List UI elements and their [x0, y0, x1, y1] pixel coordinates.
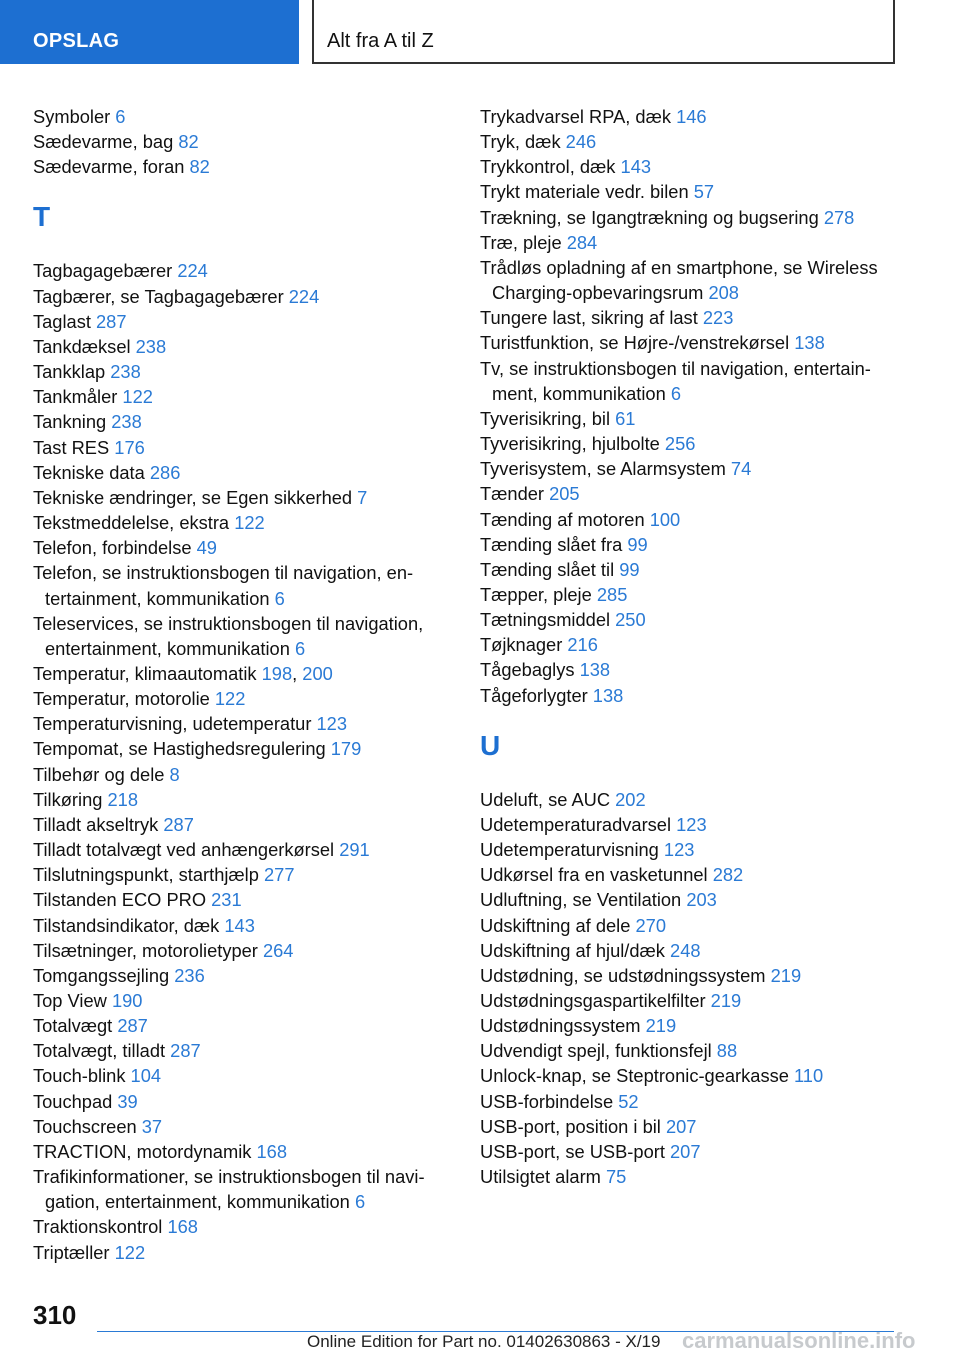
index-column-left	[33, 104, 473, 1265]
index-term: Temperatur, klimaautomatik	[33, 662, 262, 684]
index-entry	[480, 205, 910, 230]
page-link[interactable]: 6	[294, 637, 306, 659]
index-term: Touchscreen	[33, 1115, 142, 1137]
index-entry	[33, 1214, 473, 1239]
page-link[interactable]: 246	[565, 131, 597, 153]
index-term: Tyverisikring, bil	[480, 407, 616, 429]
page-link[interactable]: 256	[664, 433, 696, 455]
page-link[interactable]: 238	[135, 335, 167, 357]
index-term: Udstødningssystem	[480, 1015, 646, 1037]
index-term: Tilstanden ECO PRO	[33, 889, 212, 911]
page-link[interactable]: 99	[627, 533, 648, 555]
index-entry	[480, 787, 910, 812]
edition-text: Online Edition for Part no. 01402630863 - X/19	[307, 1332, 661, 1351]
page-link[interactable]: 216	[567, 634, 598, 656]
index-term: Udvendigt spejl, funktionsfejl	[480, 1040, 717, 1062]
index-term: Tankklap	[33, 361, 111, 383]
page-link[interactable]: 122	[234, 512, 265, 534]
page-link[interactable]: 138	[592, 684, 624, 706]
page-link[interactable]: 123	[676, 813, 707, 835]
index-term: Tungere last, sikring af last	[480, 307, 703, 329]
index-entry	[480, 913, 910, 938]
page-link[interactable]: 168	[167, 1216, 198, 1238]
index-term: Tankmåler	[33, 386, 123, 408]
index-term: Tomgangssejling	[33, 964, 175, 986]
chapter-title: Alt fra A til Z	[312, 0, 895, 64]
page-link[interactable]: 282	[712, 864, 744, 886]
index-term: Trykkontrol, dæk	[480, 156, 621, 178]
page-link[interactable]: 122	[214, 688, 246, 710]
index-entry	[33, 284, 473, 309]
index-term: Tæpper, pleje	[480, 583, 597, 605]
index-term: Totalvægt, tilladt	[33, 1040, 171, 1062]
index-entry	[480, 557, 910, 582]
index-entry	[480, 988, 910, 1013]
index-term: Udeluft, se AUC	[480, 788, 616, 810]
index-entry	[480, 305, 910, 330]
index-term: Tryk, dæk	[480, 131, 566, 153]
page-link[interactable]: 8	[169, 763, 180, 785]
index-entry	[33, 258, 473, 283]
page-link[interactable]: 198	[261, 662, 293, 684]
index-entry	[480, 481, 910, 506]
index-entry	[480, 1164, 910, 1189]
index-term: Touch-blink	[33, 1065, 131, 1087]
index-term: USB-port, se USB-port	[480, 1140, 670, 1162]
index-term: Tekniske data	[33, 461, 150, 483]
index-term: Tilladt akseltryk	[33, 813, 164, 835]
index-entry	[480, 1013, 910, 1038]
page-link[interactable]: 286	[149, 461, 181, 483]
index-term: Trykt materiale vedr. bilen	[480, 181, 694, 203]
page-link[interactable]: 202	[615, 788, 646, 810]
index-term: Tekstmeddelelse, ekstra	[33, 512, 235, 534]
page-link[interactable]: 74	[730, 458, 752, 480]
index-entry	[33, 1089, 473, 1114]
index-term: Udkørsel fra en vasketunnel	[480, 864, 713, 886]
index-term: Trådløs opladning af en smartphone, se Wireless Charging-opbevaringsrum	[480, 256, 878, 304]
index-term: Udluftning, se Ventilation	[480, 889, 687, 911]
page-link[interactable]: 208	[708, 282, 739, 304]
index-term: Tøjknager	[480, 634, 568, 656]
index-term: Temperatur, motorolie	[33, 688, 215, 710]
page-link[interactable]: 179	[330, 738, 362, 760]
index-entry	[480, 507, 910, 532]
index-entry	[480, 607, 910, 632]
index-term: Tænder	[480, 483, 550, 505]
page-number: 310	[33, 1300, 77, 1330]
index-entry	[33, 963, 473, 988]
page-link[interactable]: 82	[189, 156, 210, 178]
index-term: Tyverisystem, se Alarmsystem	[480, 458, 731, 480]
index-term: Tyverisikring, hjulbolte	[480, 433, 665, 455]
index-term: Tilkøring	[33, 788, 108, 810]
index-term: Telefon, forbindelse	[33, 537, 197, 559]
index-entry	[33, 1063, 473, 1088]
index-term: Turistfunktion, se Højre-/venstrekørsel	[480, 332, 795, 354]
index-term: Tågeforlygter	[480, 684, 593, 706]
index-term: Udskiftning af dele	[480, 914, 636, 936]
index-entry	[33, 384, 473, 409]
index-entry	[480, 582, 910, 607]
page-link[interactable]: 146	[676, 106, 707, 127]
index-entry	[480, 532, 910, 557]
index-entry	[480, 230, 910, 255]
index-entry	[480, 963, 910, 988]
page-link[interactable]: 6	[354, 1191, 366, 1213]
index-entry	[33, 460, 473, 485]
index-term: Tekniske ændringer, se Egen sikkerhed	[33, 486, 358, 508]
section-tab: OPSLAG	[0, 0, 299, 64]
page-link[interactable]: 75	[605, 1166, 627, 1188]
index-term: Tempomat, se Hastighedsregulering	[33, 738, 331, 760]
index-entry	[33, 1114, 473, 1139]
page-link[interactable]: 285	[596, 583, 628, 605]
index-term: Tågebaglys	[480, 659, 580, 681]
page-link[interactable]: 7	[357, 486, 368, 508]
index-term: Tilladt totalvægt ved anhængerkørsel	[33, 839, 340, 861]
index-entry	[480, 406, 910, 431]
index-entry	[480, 632, 910, 657]
index-term: Tænding af motoren	[480, 508, 650, 530]
page-link[interactable]: 138	[794, 332, 825, 354]
index-entry	[480, 938, 910, 963]
index-term: Touchpad	[33, 1090, 118, 1112]
page-link[interactable]: 49	[196, 537, 217, 559]
page-link[interactable]: 223	[702, 307, 734, 329]
page-link[interactable]: 219	[770, 964, 802, 986]
index-term: Tænding slået til	[480, 558, 620, 580]
index-term: Tilbehør og dele	[33, 763, 170, 785]
index-term: Tast RES	[33, 436, 115, 458]
index-entry	[480, 1114, 910, 1139]
page-link[interactable]: 264	[262, 939, 294, 961]
index-entry	[33, 129, 473, 154]
page-link[interactable]: 61	[615, 407, 636, 429]
page-link[interactable]: 248	[670, 939, 701, 961]
page-link[interactable]: 238	[111, 411, 142, 433]
index-entry	[480, 255, 910, 305]
index-entry	[480, 657, 910, 682]
index-entry	[33, 309, 473, 334]
index-entry	[33, 887, 473, 912]
index-entry	[480, 129, 910, 154]
index-term: Udskiftning af hjul/dæk	[480, 939, 671, 961]
index-term: Totalvægt	[33, 1015, 118, 1037]
page-link[interactable]: 99	[619, 558, 640, 580]
index-entry	[33, 862, 473, 887]
index-term: Sædevarme, foran	[33, 156, 190, 178]
page-link[interactable]: 277	[264, 864, 295, 886]
index-entry	[480, 812, 910, 837]
watermark: carmanualsonline.info	[682, 1328, 916, 1353]
page-link[interactable]: 190	[111, 990, 143, 1011]
index-column-right	[480, 104, 910, 1189]
index-entry	[33, 711, 473, 736]
index-separator: ,	[292, 662, 303, 684]
index-term: Tænding slået fra	[480, 533, 628, 555]
index-entry	[33, 913, 473, 938]
index-entry	[33, 104, 473, 129]
page-link[interactable]: 123	[663, 839, 695, 861]
index-term: Udetemperaturvisning	[480, 839, 664, 861]
page-link[interactable]: 168	[256, 1140, 287, 1162]
index-term: Udstødningsgaspartikelfilter	[480, 990, 711, 1011]
index-term: Udetemperaturadvarsel	[480, 813, 677, 835]
index-term: USB-port, position i bil	[480, 1115, 666, 1137]
page-link[interactable]: 291	[339, 839, 370, 861]
page-link[interactable]: 143	[224, 914, 255, 936]
page-link[interactable]: 236	[174, 964, 205, 986]
page-link[interactable]: 205	[549, 483, 580, 505]
index-entry	[33, 1013, 473, 1038]
page-link[interactable]: 200	[302, 662, 333, 684]
index-entry	[33, 334, 473, 359]
page-link[interactable]: 203	[686, 889, 717, 911]
page-link[interactable]: 219	[645, 1015, 677, 1037]
index-term: Temperaturvisning, udetemperatur	[33, 713, 317, 735]
page-link[interactable]: 6	[274, 587, 285, 609]
index-term: Traktionskontrol	[33, 1216, 168, 1238]
index-term: Tætningsmiddel	[480, 609, 616, 631]
index-entry	[480, 431, 910, 456]
index-term: TRACTION, motordynamik	[33, 1140, 257, 1162]
index-term: Top View	[33, 990, 112, 1011]
index-term: USB-forbindelse	[480, 1090, 619, 1112]
page-link[interactable]: 287	[117, 1015, 148, 1037]
index-term: Trafikinformationer, se instruktionsbogen til navi‐gation, entertainment, kommunikation	[33, 1166, 425, 1213]
index-entry	[33, 485, 473, 510]
index-term: Tankning	[33, 411, 112, 433]
index-entry	[33, 812, 473, 837]
index-term: Taglast	[33, 310, 97, 332]
index-entry	[480, 862, 910, 887]
index-entry	[33, 1038, 473, 1063]
page-link[interactable]: 287	[96, 310, 127, 332]
index-term: Telefon, se instruktionsbogen til navigation, en‐tertainment, kommunikation	[33, 562, 414, 609]
page-link[interactable]: 287	[163, 813, 194, 835]
index-entry	[33, 154, 473, 179]
index-entry	[480, 1089, 910, 1114]
page-link[interactable]: 176	[114, 436, 145, 458]
index-entry	[33, 560, 473, 610]
index-entry	[33, 762, 473, 787]
page-link[interactable]: 123	[316, 713, 348, 735]
page-link[interactable]: 207	[665, 1115, 697, 1137]
index-entry	[480, 887, 910, 912]
page-link[interactable]: 110	[793, 1065, 824, 1087]
index-entry	[33, 409, 473, 434]
index-term: Tilsætninger, motorolietyper	[33, 939, 263, 961]
index-term: Utilsigtet alarm	[480, 1166, 606, 1188]
page-link[interactable]: 238	[110, 361, 141, 383]
index-term: Tagbærer, se Tagbagagebærer	[33, 285, 289, 307]
page-link[interactable]: 6	[115, 106, 126, 127]
page-link[interactable]: 287	[170, 1040, 201, 1062]
index-entry	[480, 104, 910, 129]
index-entry	[33, 837, 473, 862]
index-term: Træ, pleje	[480, 231, 567, 253]
index-term: Udstødning, se udstødningssystem	[480, 964, 771, 986]
page-link[interactable]: 250	[615, 609, 646, 631]
page-link[interactable]: 122	[122, 386, 153, 408]
page-link[interactable]: 104	[130, 1065, 162, 1087]
page-link[interactable]: 88	[716, 1040, 738, 1062]
page-link[interactable]: 138	[579, 659, 611, 681]
page-link[interactable]: 207	[669, 1140, 701, 1162]
page-link[interactable]: 224	[288, 285, 320, 307]
index-term: Trækning, se Igangtrækning og bugsering	[480, 206, 824, 228]
index-entry	[33, 787, 473, 812]
page-link[interactable]: 37	[141, 1115, 163, 1137]
page-link[interactable]: 39	[117, 1090, 138, 1112]
index-term: Unlock-knap, se Steptronic-gearkasse	[480, 1065, 794, 1087]
index-entry	[480, 1038, 910, 1063]
page-link[interactable]: 52	[618, 1090, 639, 1112]
index-entry	[33, 736, 473, 761]
index-term: Tagbagagebærer	[33, 260, 178, 282]
page-link[interactable]: 278	[823, 206, 855, 228]
index-entry	[480, 837, 910, 862]
index-term: Sædevarme, bag	[33, 131, 179, 153]
index-entry	[33, 611, 473, 661]
page-link[interactable]: 122	[114, 1241, 146, 1263]
index-entry	[480, 356, 910, 406]
index-entry	[480, 1063, 910, 1088]
index-term: Teleservices, se instruktionsbogen til navigation, entertainment, kommunikation	[33, 612, 424, 659]
index-entry	[33, 435, 473, 460]
page-link[interactable]: 6	[670, 382, 681, 404]
index-entry	[480, 683, 910, 708]
index-entry	[33, 1240, 473, 1265]
page-link[interactable]: 82	[178, 131, 199, 153]
page-link[interactable]: 270	[635, 914, 666, 936]
index-term: Tv, se instruktionsbogen til navigation, entertain‐ment, kommunikation	[480, 357, 871, 404]
index-entry	[33, 359, 473, 384]
index-entry	[480, 1139, 910, 1164]
index-term: Triptæller	[33, 1241, 115, 1263]
page-link[interactable]: 284	[566, 231, 598, 253]
page-link[interactable]: 100	[649, 508, 681, 530]
page-link[interactable]: 218	[107, 788, 138, 810]
page-link[interactable]: 57	[693, 181, 715, 203]
index-entry	[480, 456, 910, 481]
page-link[interactable]: 143	[620, 156, 652, 178]
index-entry	[480, 330, 910, 355]
index-letter-heading: T	[33, 201, 51, 233]
index-entry	[33, 661, 473, 686]
index-entry	[33, 535, 473, 560]
index-term: Symboler	[33, 106, 116, 127]
index-term: Tilstandsindikator, dæk	[33, 914, 225, 936]
page-link[interactable]: 224	[177, 260, 208, 282]
index-term: Trykadvarsel RPA, dæk	[480, 106, 677, 127]
page-link[interactable]: 219	[710, 990, 742, 1011]
index-entry	[33, 1164, 473, 1214]
index-letter-heading: U	[480, 729, 501, 761]
index-term: Tankdæksel	[33, 335, 136, 357]
index-entry	[480, 179, 910, 204]
index-entry	[33, 938, 473, 963]
index-entry	[33, 988, 473, 1013]
index-entry	[33, 686, 473, 711]
index-entry	[480, 154, 910, 179]
page-link[interactable]: 231	[211, 889, 242, 911]
index-entry	[33, 1139, 473, 1164]
index-term: Tilslutningspunkt, starthjælp	[33, 864, 264, 886]
index-entry	[33, 510, 473, 535]
